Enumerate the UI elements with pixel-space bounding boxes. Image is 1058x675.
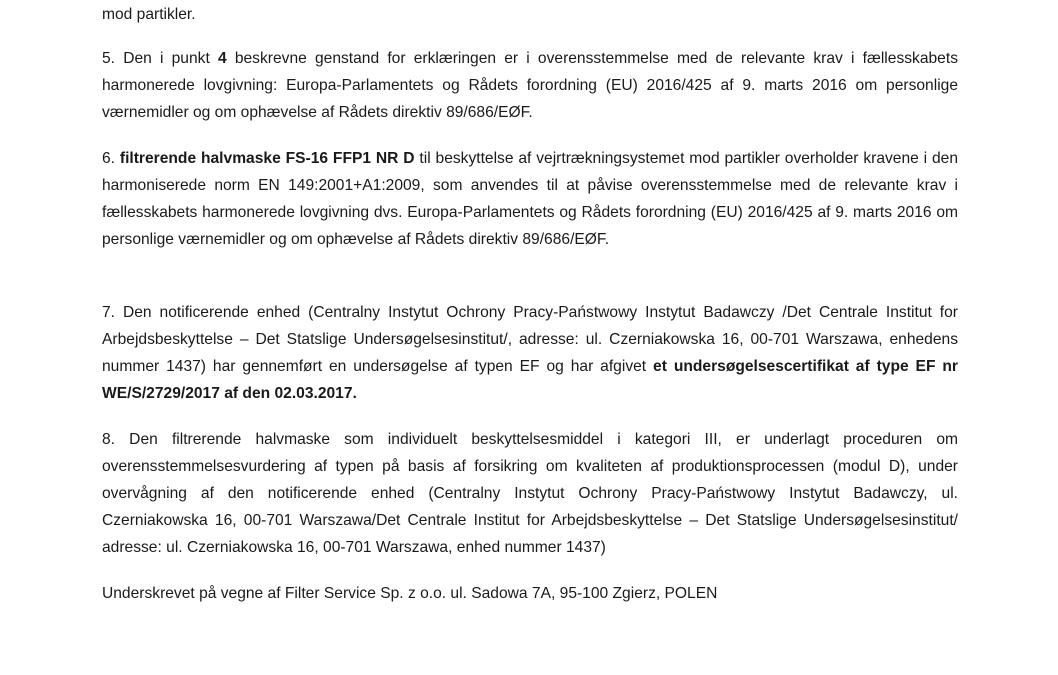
- paragraph-7: [102, 299, 958, 407]
- p5-text-c: beskrevne genstand for erklæringen er i overensstemmelse med de relevante krav i fællesskabets harmonerede lovgivning: Europa-Parlamentets og Rådets forordning (EU) 2016/425 af 9. marts 2016 om personlige værnemidler og om ophævelse af Rådets direktiv 89/686/EØF.: [102, 50, 958, 121]
- p6-text-c: til beskyttelse af vejrtrækningsystemet mod partikler overholder kravene i den harmoniserede norm EN 149:2001+A1:2009, som anvendes til at påvise overensstemmelse med de relevante krav i fællesskabets harmonerede lovgivning dvs. Europa-Parlamentets og Rådets forordning (EU) 2016/425 af 9. marts 2016 om personlige værnemidler og om ophævelse af Rådets direktiv 89/686/EØF.: [102, 150, 958, 248]
- p6-text-a: 6.: [102, 150, 120, 167]
- signature-line: Underskrevet på vegne af Filter Service Sp. z o.o. ul. Sadowa 7A, 95-100 Zgierz, POLEN: [102, 585, 718, 602]
- p6-bold-product: filtrerende halvmaske FS-16 FFP1 NR D: [119, 150, 415, 167]
- paragraph-6: [102, 145, 958, 253]
- p7-bold-certificate: et undersøgelsescertifikat af type EF nr WE/S/2729/2017 af den 02.03.2017.: [102, 358, 958, 402]
- paragraph-fragment: mod partikler.: [102, 6, 196, 23]
- p5-bold-point: 4: [217, 50, 227, 67]
- p5-text-a: 5. Den i punkt: [102, 50, 218, 67]
- p7-text-a: 7. Den notificerende enhed (Centralny Instytut Ochrony Pracy-Państwowy Instytut Badawczy /Det Centrale Institut for Arbejdsbeskyttelse – Det Statslige Undersøgelsesinstitut/, adresse: ul. Czerniakowska 16, 00-701 Warszawa, enhedens nummer 1437) har gennemført en undersøgelse af typen EF og har afgivet: [102, 304, 958, 375]
- paragraph-8: 8. Den filtrerende halvmaske som individuelt beskyttelsesmiddel i kategori III, er underlagt proceduren om overensstemmelsesvurdering af typen på basis af forsikring om kvaliteten af produktionsprocessen (modul D), under overvågning af den notificerende enhed (Centralny Instytut Ochrony Pracy-Państwowy Instytut Badawczy, ul. Czerniakowska 16, 00-701 Warszawa/Det Centrale Institut for Arbejdsbeskyttelse – Det Statslige Undersøgelsesinstitut/ adresse: ul. Czerniakowska 16, 00-701 Warszawa, enhed nummer 1437): [102, 431, 958, 556]
- paragraph-5: [102, 45, 958, 126]
